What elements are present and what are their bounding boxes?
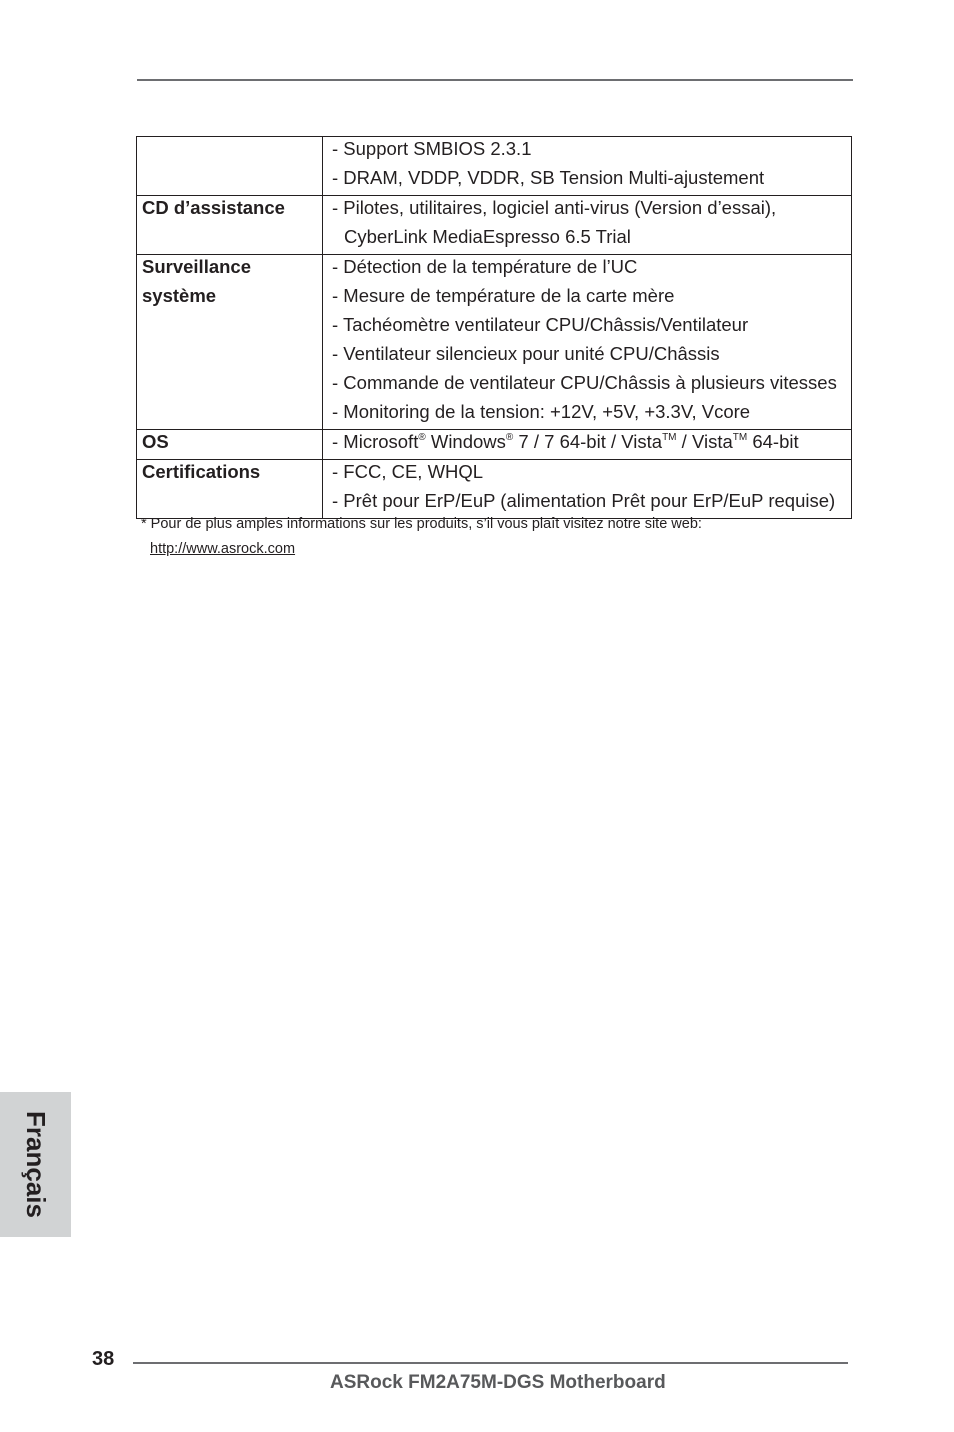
- website-link[interactable]: http://www.asrock.com: [150, 541, 296, 557]
- os-text: - Microsoft: [332, 431, 419, 452]
- spec-item: - Pilotes, utilitaires, logiciel anti-virus (Version d’essai),: [332, 197, 777, 218]
- spec-item: - Monitoring de la tension: +12V, +5V, +3.3V, Vcore: [332, 401, 751, 422]
- row-label: [137, 460, 323, 519]
- spec-item: - Commande de ventilateur CPU/Châssis à plusieurs vitesses: [332, 372, 837, 393]
- spec-item: - Ventilateur silencieux pour unité CPU/Châssis: [332, 343, 720, 364]
- spec-item: - Prêt pour ErP/EuP (alimentation Prêt pour ErP/EuP requise): [332, 490, 836, 511]
- os-item: [332, 430, 851, 459]
- registered-mark: ®: [505, 431, 514, 443]
- os-text: / Vista: [676, 431, 733, 452]
- row-label-text: système: [142, 285, 217, 306]
- spec-item: CyberLink MediaEspresso 6.5 Trial: [344, 226, 631, 247]
- os-text: Windows: [425, 431, 506, 452]
- spec-item: - Tachéomètre ventilateur CPU/Châssis/Ventilateur: [332, 314, 749, 335]
- footer-rule: [133, 1362, 848, 1364]
- row-items: [323, 430, 852, 460]
- footer-title: ASRock FM2A75M-DGS Motherboard: [330, 1372, 666, 1393]
- table-row: [137, 430, 852, 460]
- table-row: [137, 460, 852, 519]
- table-row: [137, 137, 852, 196]
- trademark-mark: TM: [662, 431, 677, 443]
- row-items: [323, 255, 852, 430]
- footnote-text: * Pour de plus amples informations sur les produits, s’il vous plaît visitez notre site web:: [141, 516, 702, 532]
- os-text: 64-bit: [747, 431, 799, 452]
- trademark-mark: TM: [732, 431, 748, 443]
- language-label: Français: [21, 1111, 52, 1218]
- spec-item: - Support SMBIOS 2.3.1: [332, 138, 532, 159]
- row-label-text: OS: [142, 431, 169, 452]
- row-items: [323, 137, 852, 196]
- page-number: 38: [92, 1348, 115, 1370]
- language-side-tab: [0, 1092, 71, 1237]
- row-label-text: Surveillance: [142, 256, 252, 277]
- header-rule: [137, 79, 853, 81]
- os-text: 7 / 7 64-bit / Vista: [513, 431, 663, 452]
- row-label: [137, 430, 323, 460]
- row-label-text: Certifications: [142, 461, 261, 482]
- row-label: [137, 196, 323, 255]
- table-row: [137, 255, 852, 430]
- spec-item: - FCC, CE, WHQL: [332, 461, 484, 482]
- row-label: [137, 137, 323, 196]
- footnote: [141, 512, 702, 562]
- specifications-table: [136, 136, 852, 519]
- row-label-text: CD d’assistance: [142, 197, 285, 218]
- spec-item: - Détection de la température de l’UC: [332, 256, 638, 277]
- row-items: [323, 196, 852, 255]
- spec-item: - Mesure de température de la carte mère: [332, 285, 675, 306]
- row-label: [137, 255, 323, 430]
- registered-mark: ®: [418, 431, 426, 443]
- table-row: [137, 196, 852, 255]
- spec-item: - DRAM, VDDP, VDDR, SB Tension Multi-ajustement: [332, 167, 765, 188]
- row-items: [323, 460, 852, 519]
